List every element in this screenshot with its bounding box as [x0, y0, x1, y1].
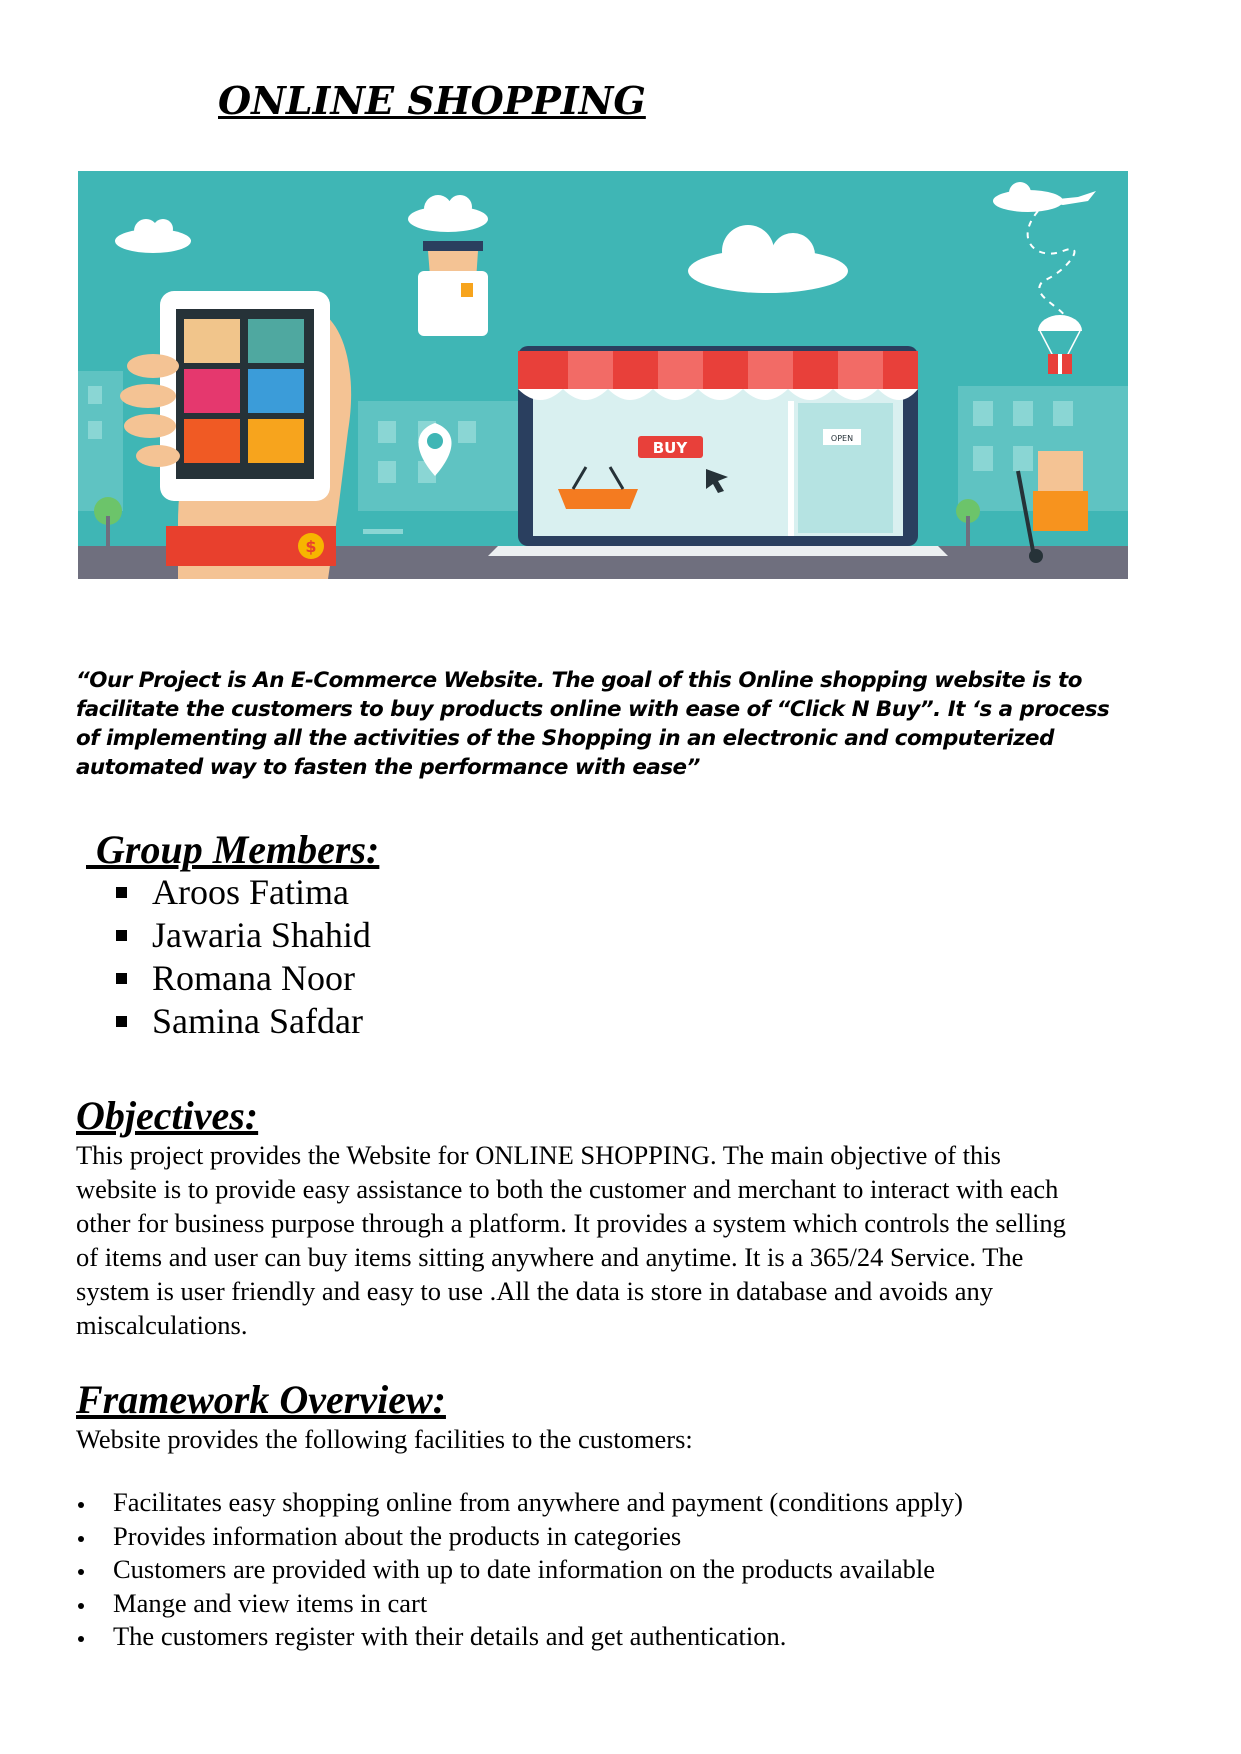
- facility-item: The customers register with their details and get authentication.: [76, 1620, 963, 1654]
- group-members-list: [116, 871, 371, 1043]
- facility-item: Provides information about the products in categories: [76, 1520, 963, 1554]
- credit-card-icon: [418, 271, 488, 336]
- member-item: Samina Safdar: [116, 1000, 371, 1043]
- member-item: Aroos Fatima: [116, 871, 371, 914]
- svg-text:OPEN: OPEN: [830, 434, 854, 443]
- objectives-heading: Objectives:: [76, 1093, 259, 1138]
- bench-icon: [363, 529, 403, 534]
- laptop-base: [488, 546, 948, 556]
- page-title: ONLINE SHOPPING: [218, 78, 646, 123]
- framework-overview-heading: Framework Overview:: [76, 1377, 446, 1422]
- facility-item: Mange and view items in cart: [76, 1587, 963, 1621]
- basket-icon: [558, 489, 638, 509]
- framework-intro-text: Website provides the following facilities to the customers:: [76, 1424, 693, 1454]
- member-item: Jawaria Shahid: [116, 914, 371, 957]
- facility-item: Facilitates easy shopping online from anywhere and payment (conditions apply): [76, 1486, 963, 1520]
- objectives-paragraph: This project provides the Website for ONLINE SHOPPING. The main objective of this website is to provide easy assistance to both the customer and merchant to interact with each other for business purpose through a platform. It provides a system which controls the selling of items and user can buy items sitting anywhere and anytime. It is a 365/24 Service. The system is user friendly and easy to use .All the data is store in database and avoids any miscalculations.: [76, 1140, 1066, 1340]
- project-quote: “Our Project is An E-Commerce Website. The goal of this Online shopping website is to facilitate the customers to buy products online with ease of “Click N Buy”. It ‘s a process of implementing all the activities of the Shopping in an electronic and computerized automated way to fasten the performance with ease”: [76, 668, 1110, 780]
- svg-text:BUY: BUY: [652, 439, 688, 457]
- member-item: Romana Noor: [116, 957, 371, 1000]
- facilities-list: [76, 1486, 963, 1654]
- svg-text:$: $: [305, 537, 317, 556]
- hand-holding-card-icon: [418, 241, 488, 336]
- facility-item: Customers are provided with up to date information on the products available: [76, 1553, 963, 1587]
- online-shopping-banner-illustration: [78, 171, 1128, 579]
- group-members-heading: Group Members:: [86, 827, 380, 872]
- laptop-storefront-icon: [488, 346, 948, 556]
